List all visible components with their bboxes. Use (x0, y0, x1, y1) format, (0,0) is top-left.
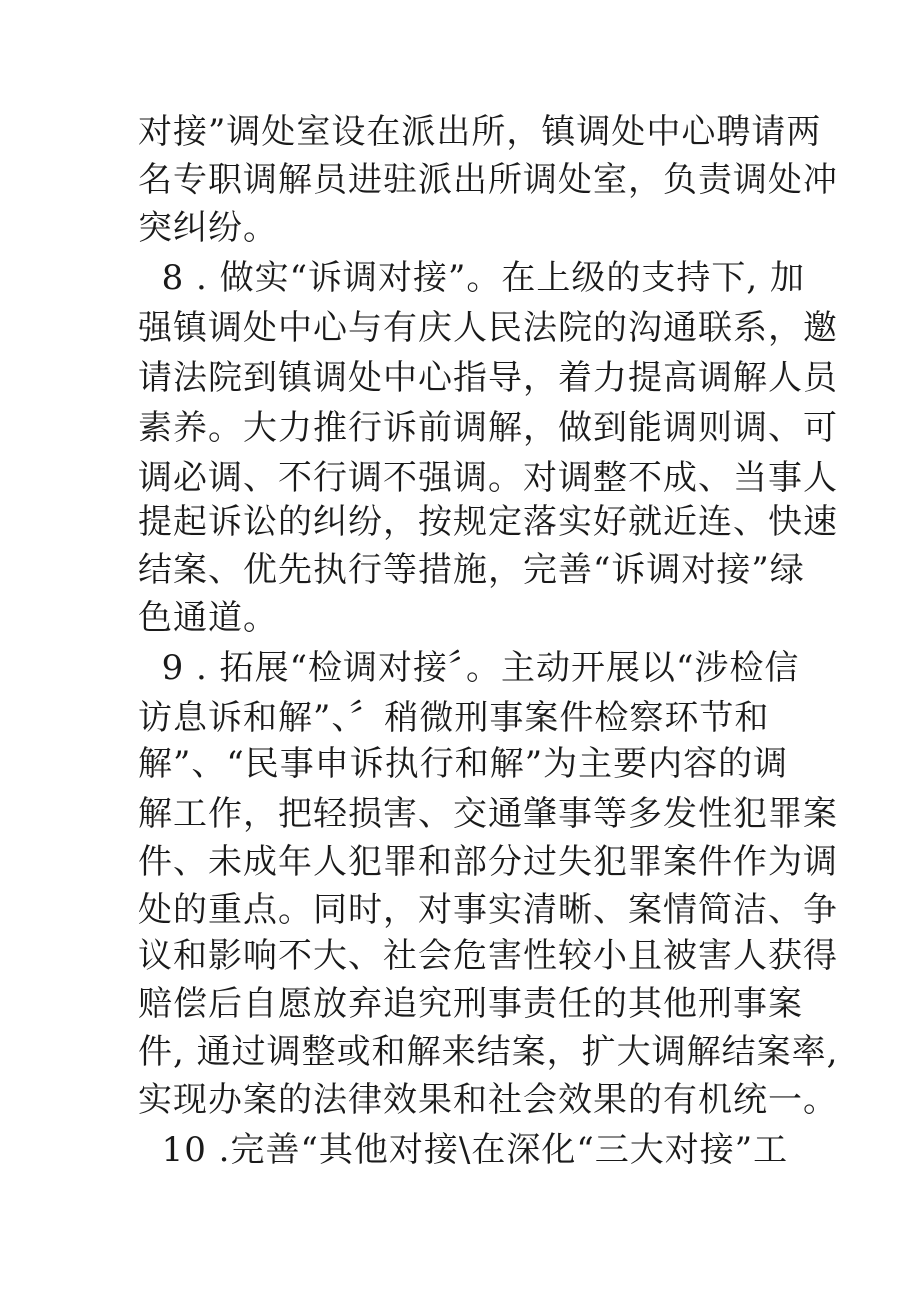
text-line: 8 . 做实“诉调对接”。在上级的支持下, 加 (138, 258, 806, 298)
text-line: 结案、优先执行等措施，完善“诉调对接”绿 (138, 550, 805, 590)
text-line: 访息诉和解”、〞稍微刑事案件检察环节和 (138, 698, 770, 738)
text-line: 请法院到镇调处中心指导，着力提高调解人员 (138, 358, 838, 398)
text-line: 名专职调解员进驻派出所调处室，负责调处冲 (138, 160, 838, 200)
text-line: 处的重点。同时，对事实清晰、案情简洁、争 (138, 890, 838, 930)
text-line: 解工作，把轻损害、交通肇事等多发性犯罪案 (138, 794, 838, 834)
text-line: 调必调、不行调不强调。对调整不成、当事人 (138, 458, 838, 498)
text-line: 件, 通过调整或和解来结案，扩大调解结案率, (138, 1032, 839, 1072)
text-line: 色通道。 (138, 598, 278, 638)
text-line: 突纠纷。 (138, 208, 278, 248)
text-line: 素养。大力推行诉前调解，做到能调则调、可 (138, 408, 838, 448)
text-line: 解”、“民事申诉执行和解”为主要内容的调 (138, 744, 789, 784)
text-line: 提起诉讼的纠纷，按规定落实好就近连、快速 (138, 502, 838, 542)
text-line: 实现办案的法律效果和社会效果的有机统一。 (138, 1080, 838, 1120)
text-line: 强镇调处中心与有庆人民法院的沟通联系，邀 (138, 308, 838, 348)
text-line: 9 . 拓展“检调对接〞。主动开展以“涉检信 (138, 648, 800, 688)
text-line: 赔偿后自愿放弃追究刑事责任的其他刑事案 (138, 984, 803, 1024)
text-line: 件、未成年人犯罪和部分过失犯罪案件作为调 (138, 842, 838, 882)
text-line: 10 .完善“其他对接\在深化“三大对接”工 (138, 1130, 789, 1170)
text-line: 议和影响不大、社会危害性较小且被害人获得 (138, 936, 838, 976)
text-line: 对接”调处室设在派出所，镇调处中心聘请两 (138, 112, 822, 152)
